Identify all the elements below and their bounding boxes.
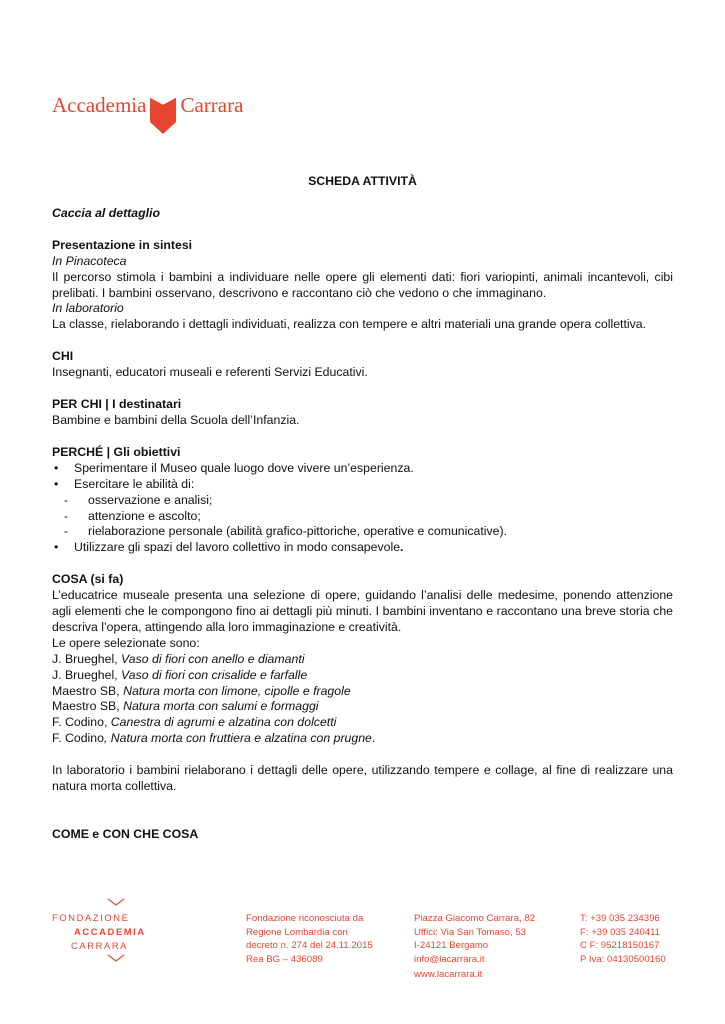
footer-line: Piazza Giacomo Carrara, 82	[414, 913, 536, 924]
dash-marker: -	[64, 524, 69, 539]
work-author: F. Codino	[52, 731, 104, 746]
work-title: Canestra di agrumi e alzatina con dolcetti	[110, 715, 337, 730]
work-title: Natura morta con limone, cipolle e fragole	[123, 683, 351, 698]
footer-line: Rea BG – 436089	[246, 953, 323, 965]
work-item	[52, 684, 673, 700]
chi-text: Insegnanti, educatori museali e referenti Servizi Educativi.	[52, 365, 368, 380]
logo-word-right: Carrara	[180, 93, 244, 117]
work-title: Vaso di fiori con crisalide e farfalle	[121, 667, 308, 682]
work-item	[52, 668, 673, 684]
footer-line: Fondazione riconosciuta da	[246, 913, 364, 924]
laboratorio-text: La classe, rielaborando i dettagli individuati, realizza con tempere e altri materiali una grande opera collettiva.	[52, 317, 646, 332]
works-intro: Le opere selezionate sono:	[52, 635, 200, 650]
footer-line: I-24121 Bergamo	[414, 940, 489, 951]
dash-marker: -	[64, 508, 69, 523]
work-author: Maestro SB,	[52, 683, 124, 698]
ability-text: osservazione e analisi;	[88, 492, 213, 507]
work-title: Vaso di fiori con anello e diamanti	[121, 651, 305, 666]
footer-contacts	[580, 912, 666, 966]
list-item	[52, 493, 673, 509]
footer-website-link[interactable]: www.lacarrara.it	[414, 969, 483, 980]
bullet-marker: •	[54, 540, 59, 555]
chevron-down-icon	[107, 954, 125, 962]
logo-line-accademia: ACCADEMIA	[74, 926, 146, 937]
objectives-list-continued	[52, 540, 673, 556]
list-item	[52, 524, 673, 540]
work-item	[52, 699, 673, 715]
logo-line-carrara: CARRARA	[71, 940, 129, 951]
pinacoteca-text: Il percorso stimola i bambini a individuare nelle opere gli elementi dati: fiori variopinti, animali incantevoli, cibi prelibati. I bambini osservano, descrivono e raccontano ciò che vedono o che immaginano.	[52, 269, 673, 300]
footer-line: T: +39 035 234396	[580, 913, 660, 924]
footer-line: decreto n. 274 del 24.11.2015	[246, 940, 373, 951]
come-heading: COME e CON CHE COSA	[52, 827, 199, 841]
perchi-heading: PER CHI | I destinatari	[52, 397, 182, 412]
perchi-text: Bambine e bambini della Scuola dell’Infanzia.	[52, 412, 300, 427]
footer	[52, 898, 682, 988]
perche-heading: PERCHÉ | Gli obiettivi	[52, 444, 181, 459]
document-title: SCHEDA ATTIVITÀ	[308, 174, 417, 188]
work-item	[52, 652, 673, 668]
work-author: J. Brueghel,	[52, 667, 122, 682]
footer-line: Regione Lombardia con	[246, 926, 348, 938]
abilities-sublist	[52, 493, 673, 541]
footer-email-link[interactable]: info@lacarrara.it	[414, 953, 485, 965]
cosa-intro: L’educatrice museale presenta una selezione di opere, guidando l’analisi delle medesime, ponendo attenzione agli elementi che le compongono fino ai dettagli più minuti. I bambini inventano e raccontano una breve storia che descriva l’opera, attingendo alla loro immaginazione e creatività.	[52, 588, 673, 634]
objective-text: Esercitare le abilità di:	[74, 476, 195, 491]
list-item	[52, 461, 673, 477]
work-author: Maestro SB,	[52, 699, 124, 714]
pinacoteca-label: In Pinacoteca	[52, 253, 127, 268]
list-item	[52, 540, 673, 556]
presentazione-heading: Presentazione in sintesi	[52, 237, 193, 252]
logo-line-fondazione: FONDAZIONE	[52, 912, 130, 923]
work-title: , Natura morta con fruttiera e alzatina con prugne	[103, 731, 372, 746]
logo-word-left: Accademia	[52, 93, 147, 117]
dash-marker: -	[64, 492, 69, 507]
footer-line: C F: 95218150167	[580, 940, 660, 951]
laboratorio-paragraph: In laboratorio i bambini rielaborano i dettagli delle opere, utilizzando tempere e collage, al fine di realizzare una natura morta collettiva.	[52, 763, 673, 794]
ability-text: rielaborazione personale (abilità grafico-pittoriche, operative e comunicative).	[88, 524, 507, 539]
chevron-down-icon	[107, 898, 125, 906]
work-end: .	[371, 731, 376, 746]
objectives-list	[52, 461, 673, 493]
footer-legal-info	[246, 912, 373, 966]
document-body	[52, 174, 673, 843]
footer-line: P Iva: 04130500160	[580, 953, 666, 965]
works-list	[52, 652, 673, 747]
work-title: Natura morta con salumi e formaggi	[123, 699, 319, 714]
work-item	[52, 731, 673, 747]
bullet-marker: •	[54, 460, 59, 475]
work-author: J. Brueghel,	[52, 651, 122, 666]
objective-text: Sperimentare il Museo quale luogo dove vivere un’esperienza.	[74, 460, 414, 475]
bullet-marker: •	[54, 476, 59, 491]
footer-line: F: +39 035 240411	[580, 926, 661, 938]
footer-address	[414, 912, 535, 966]
ability-text: attenzione e ascolto;	[88, 508, 201, 523]
activity-name: Caccia al dettaglio	[52, 205, 160, 220]
shield-emblem-icon	[150, 94, 176, 134]
list-item	[52, 477, 673, 493]
objective-text: Utilizzare gli spazi del lavoro collettivo in modo consapevole	[74, 540, 401, 555]
cosa-heading: COSA (si fa)	[52, 572, 124, 587]
work-author: F. Codino,	[52, 715, 111, 730]
accademia-carrara-logo	[52, 92, 243, 134]
list-item	[52, 509, 673, 525]
objective-period: .	[400, 540, 404, 555]
chi-heading: CHI	[52, 349, 74, 364]
laboratorio-label: In laboratorio	[52, 301, 124, 316]
footer-line: Uffici: Via San Tomaso, 53	[414, 926, 526, 938]
work-item	[52, 715, 673, 731]
